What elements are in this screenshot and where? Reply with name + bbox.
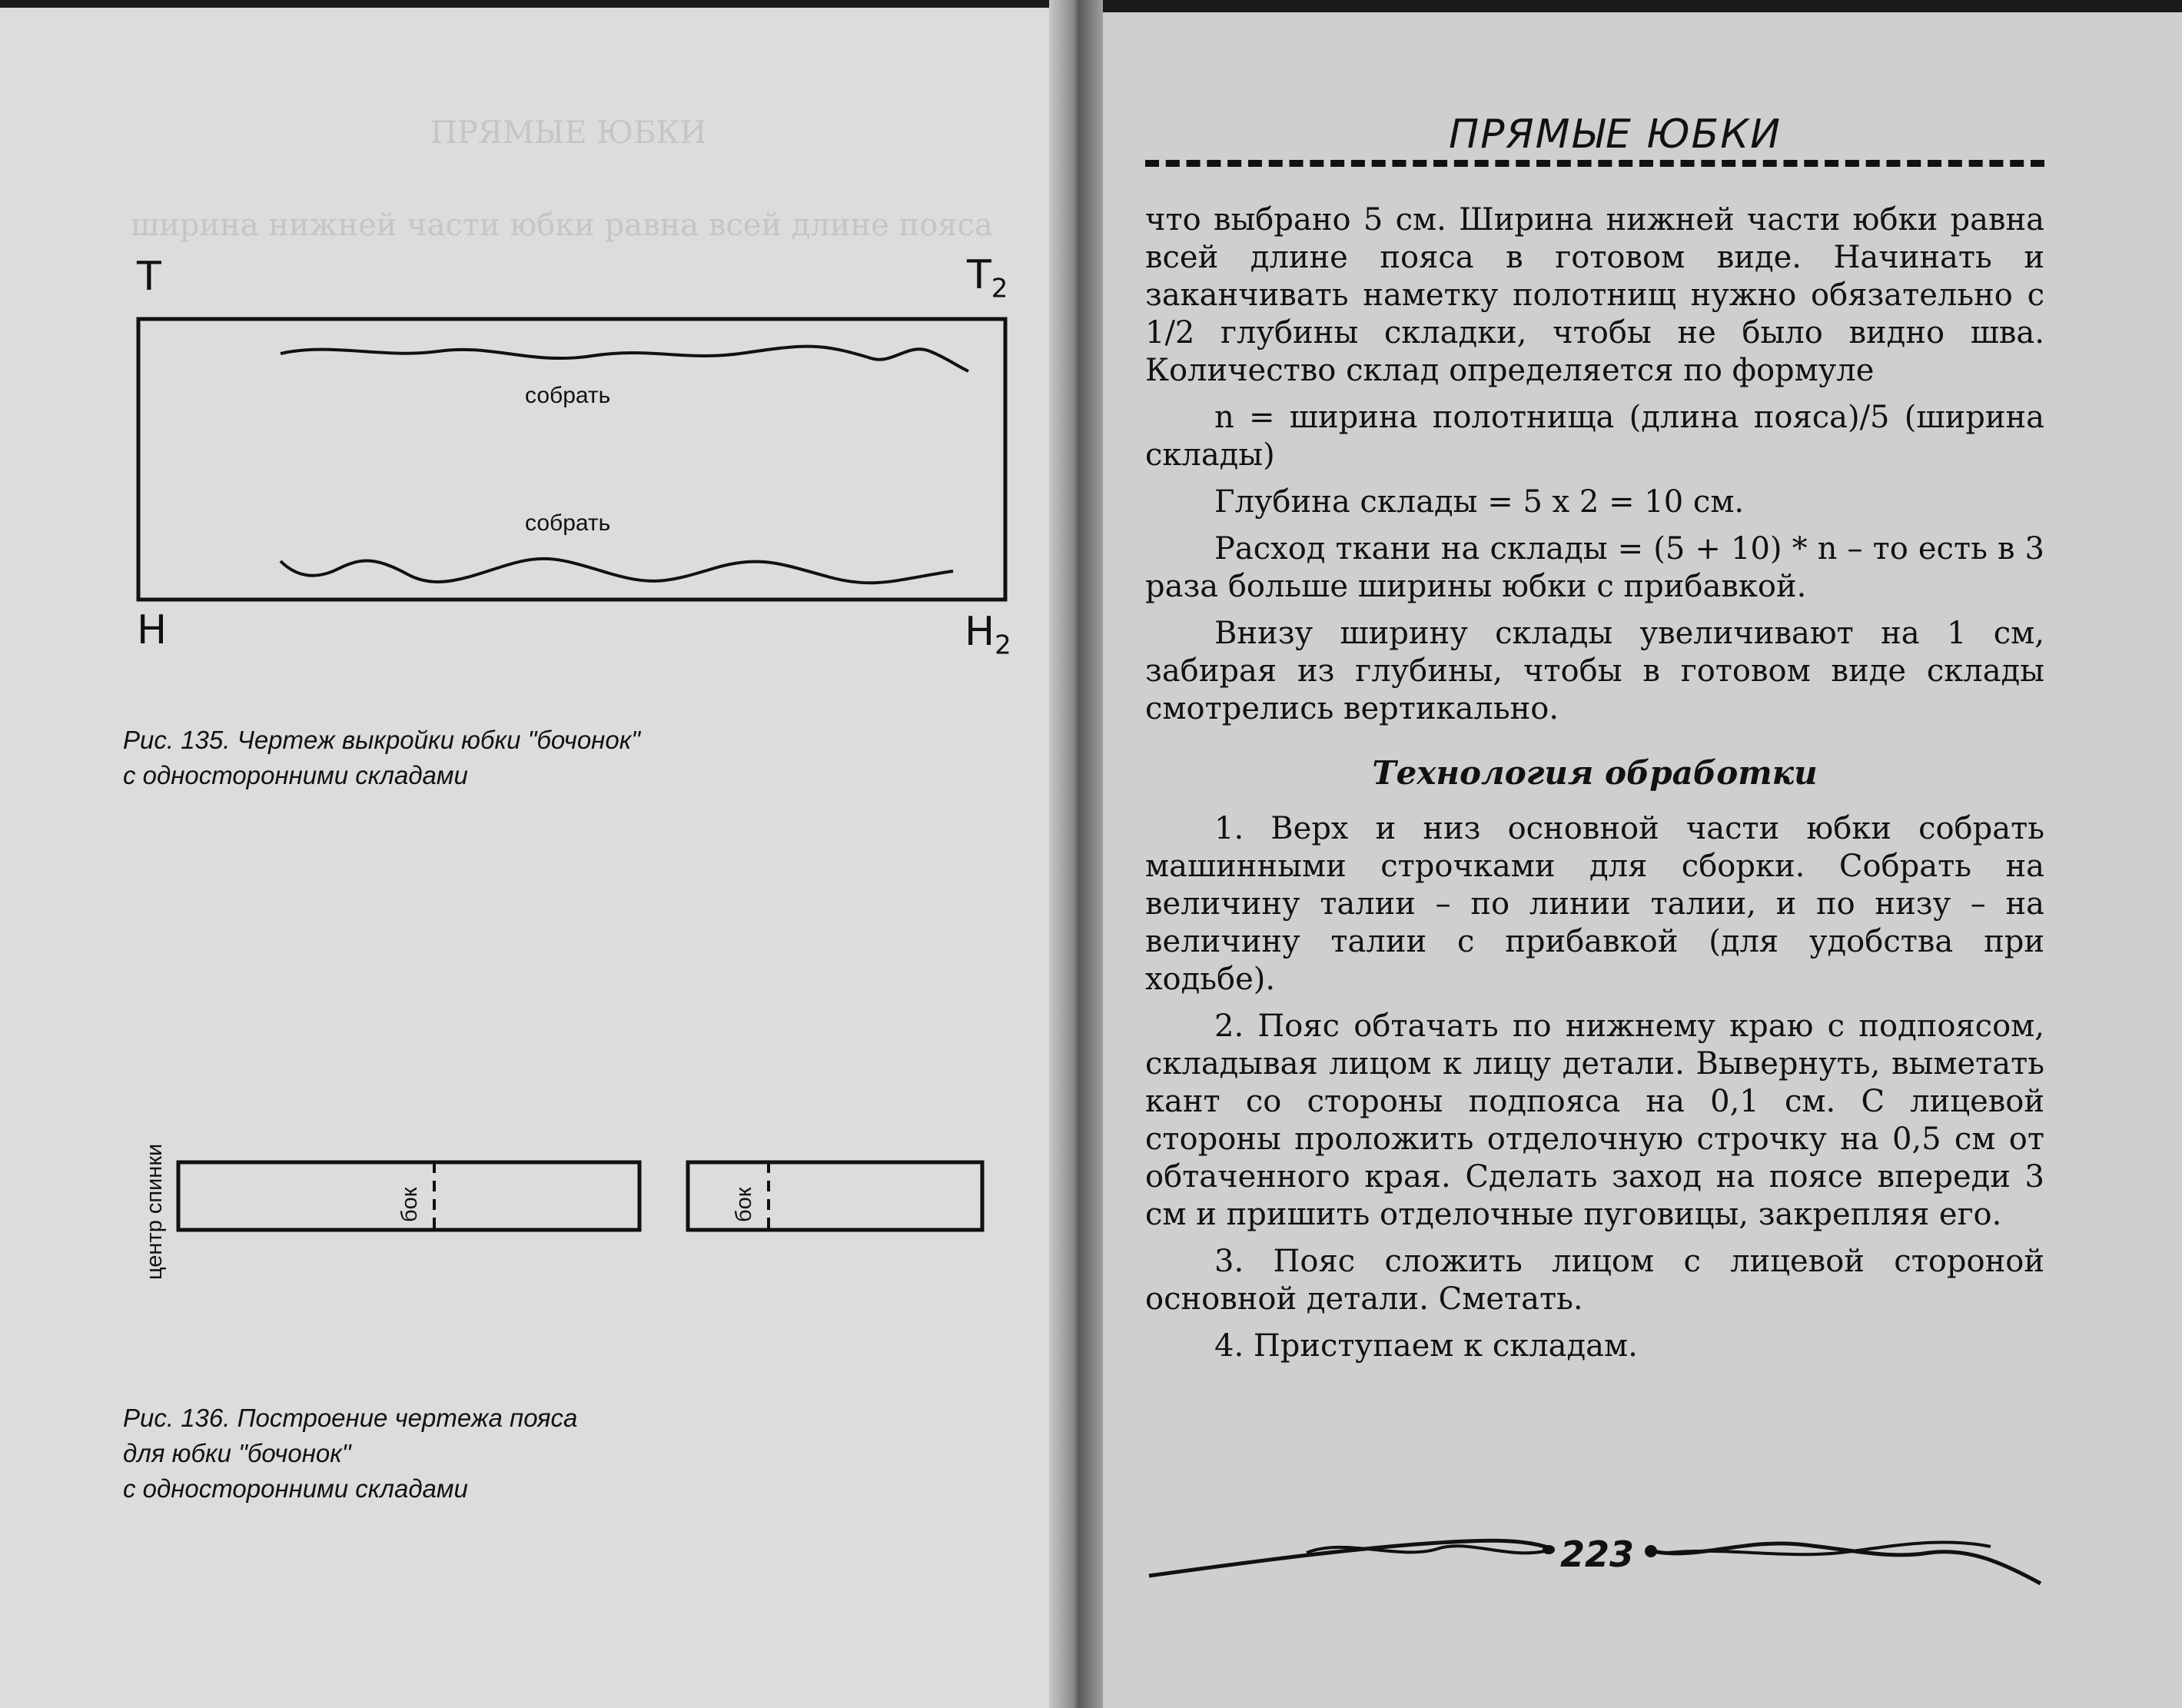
figure-136-caption: [123, 1401, 577, 1507]
center-back-label-holder: [138, 1111, 169, 1284]
caption-line: с односторонними складами: [123, 1474, 468, 1503]
paragraph: Расход ткани на склады = (5 + 10) * n – то есть в 3 раза больше ширины юбки с прибавкой.: [1145, 531, 2044, 604]
paragraph: Глубина склады = 5 х 2 = 10 см.: [1214, 484, 1745, 520]
side-label-holder-1: [392, 1168, 423, 1230]
caption-line: для юбки "бочонок": [123, 1439, 351, 1467]
header-dashed-rule: [1145, 160, 2044, 167]
running-head: ПРЯМЫЕ ЮБКИ: [1449, 111, 1782, 158]
page-number: 223: [1560, 1534, 1635, 1575]
center-back-label: центр спинки: [142, 1143, 167, 1280]
book-gutter-shadow: [1049, 0, 1103, 1708]
step-paragraph: 1. Верх и низ основной части юбки собрать машинными строчками для сборки. Собрать на величину талии – по линии талии, и по низу – на величину талии с прибавкой (для удобства при ходьбе).: [1145, 811, 2044, 997]
side-label: бок: [732, 1187, 756, 1222]
show-through-text: ПРЯМЫЕ ЮБКИ: [430, 115, 707, 151]
side-label: бок: [397, 1187, 422, 1222]
figure-135-caption: [123, 723, 640, 793]
corner-label-top-right: $Т_2$: [967, 252, 1008, 304]
pattern-rectangle: [138, 319, 1005, 600]
corner-label-bottom-left: Н: [137, 607, 168, 653]
gather-label-top: собрать: [525, 383, 611, 408]
caption-line: Рис. 136. Построение чертежа пояса: [123, 1404, 578, 1432]
step-paragraph: 2. Пояс обтачать по нижнему краю с подпоясом, складывая лицом к лицу детали. Вывернуть, выметать кант со стороны подпояса на 0,1 см. С лицевой стороны проложить отделочную строчку на 0,5 см от обтаченного края. Сделать заход на поясе впереди 3 см и пришить отделочные пуговицы, закрепляя его.: [1145, 1009, 2044, 1232]
right-page-body: [1145, 201, 2044, 1374]
left-page: [0, 8, 1072, 1708]
gather-line-top: [281, 347, 968, 371]
skirt-pattern-drawing: [131, 311, 1015, 615]
corner-label-top-left: Т: [137, 254, 161, 300]
gather-label-bottom: собрать: [525, 510, 611, 536]
gather-line-bottom: [281, 559, 953, 583]
step-paragraph: 4. Приступаем к складам.: [1214, 1328, 1638, 1364]
corner-label-bottom-right: $Н_2$: [965, 609, 1011, 661]
paragraph: что выбрано 5 см. Ширина нижней части юбки равна всей длине пояса в готовом виде. Начинать и заканчивать наметку полотнищ нужно обязательно с 1/2 глубины складки, чтобы не было видно шва. Количество склад определяется по формуле: [1145, 202, 2044, 388]
show-through-text: ширина нижней части юбки равна всей длине пояса: [131, 208, 993, 243]
side-label-holder-2: [726, 1168, 757, 1230]
step-paragraph: 3. Пояс сложить лицом с лицевой стороной основной детали. Сметать.: [1145, 1244, 2044, 1317]
caption-line: с односторонними складами: [123, 761, 468, 789]
waistband-drawing: [135, 1107, 1003, 1314]
section-heading: Технология обработки: [1372, 754, 1818, 792]
formula-paragraph: n = ширина полотнища (длина пояса)/5 (ширина склады): [1145, 400, 2044, 473]
paragraph: Внизу ширину склады увеличивают на 1 см, забирая из глубины, чтобы в готовом виде склады смотрелись вертикально.: [1145, 616, 2044, 726]
caption-line: Рис. 135. Чертеж выкройки юбки "бочонок": [123, 726, 640, 754]
